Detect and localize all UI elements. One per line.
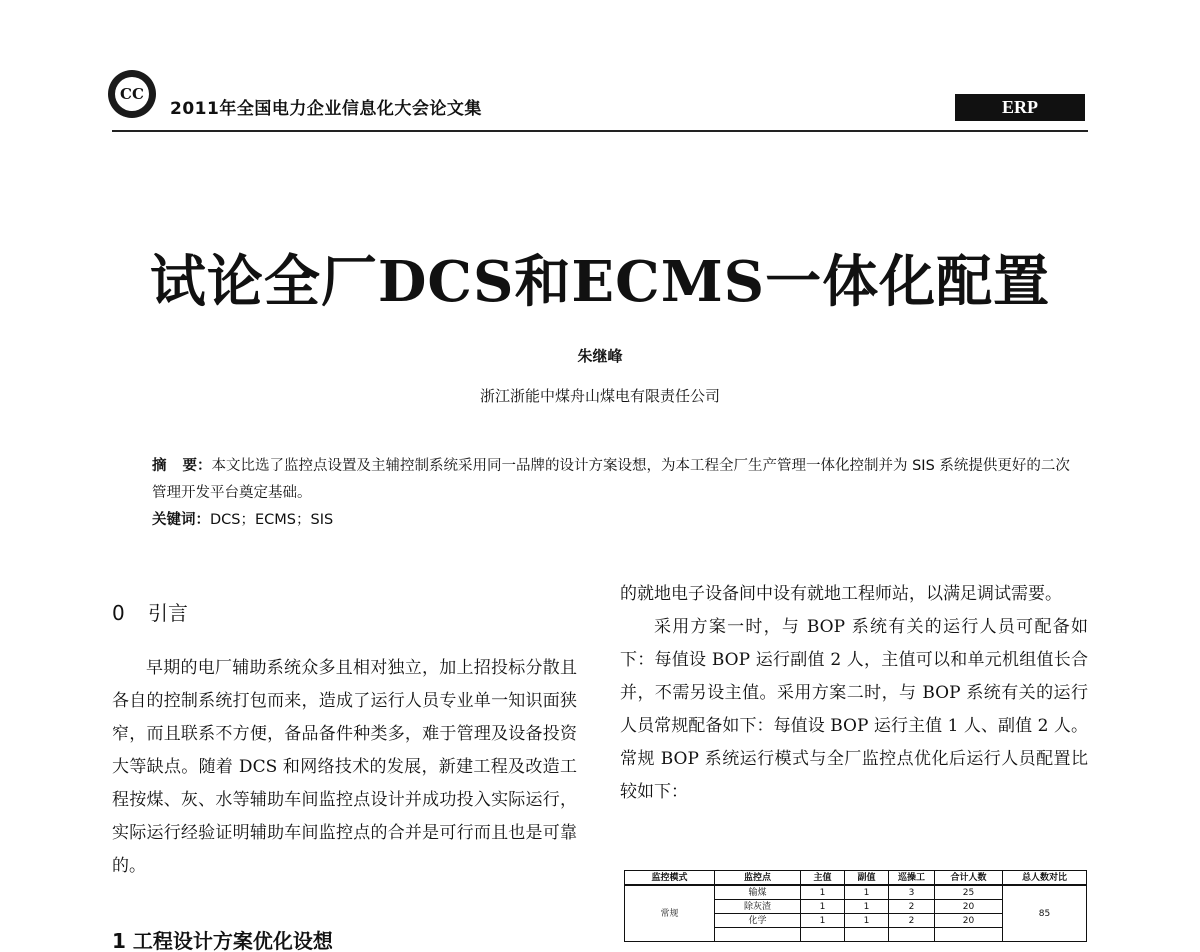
abstract-block [152, 453, 1084, 534]
table-mode-cell: 常规 [625, 885, 715, 942]
keywords-label: 关键词： [152, 512, 210, 528]
table-header-cell: 总人数对比 [1003, 871, 1087, 886]
table-cell: 1 [845, 885, 889, 900]
table-cell [801, 928, 845, 942]
section-0-title: 引言 [148, 601, 188, 625]
table-header-cell: 巡操工 [889, 871, 935, 886]
table-header-cell: 合计人数 [935, 871, 1003, 886]
table-cell: 1 [801, 914, 845, 928]
abstract-label-a: 摘 [152, 458, 167, 474]
table-cell: 1 [845, 900, 889, 914]
table-cell: 化学 [715, 914, 801, 928]
table-cell: 1 [801, 885, 845, 900]
article-affiliation: 浙江浙能中煤舟山煤电有限责任公司 [479, 387, 720, 405]
table-cell [935, 928, 1003, 942]
table-cell: 2 [889, 900, 935, 914]
article-author: 朱继峰 [577, 347, 623, 365]
table-cell: 20 [935, 914, 1003, 928]
table-header-row [625, 871, 1087, 886]
abstract-paragraph [152, 453, 1084, 507]
intro-paragraph: 早期的电厂辅助系统众多且相对独立，加上招投标分散且各自的控制系统打包而来，造成了运行人员专业单一知识面狭窄，而且联系不方便，备品备件种类多，难于管理及设备投资大等缺点。随着 DCS 和网络技术的发展，新建工程及改造工程按煤、灰、水等辅助车间监控点设计并成功投入实际运行，实际运行经验证明辅助车间监控点的合并是可行而且也是可靠的。 [112, 658, 577, 876]
right-column [620, 578, 1088, 809]
journal-logo [108, 70, 156, 118]
table-cell: 20 [935, 900, 1003, 914]
table-cell [715, 928, 801, 942]
table-cell: 2 [889, 914, 935, 928]
table-row [625, 885, 1087, 900]
logo-mark: CC [115, 77, 149, 111]
table-cell: 除灰渣 [715, 900, 801, 914]
header-rule [112, 130, 1088, 132]
table-cell: 3 [889, 885, 935, 900]
table-header-cell: 主值 [801, 871, 845, 886]
table-cell: 1 [845, 914, 889, 928]
keywords-line [152, 507, 1084, 534]
table-header-cell: 监控点 [715, 871, 801, 886]
section-1-heading: 1 工程设计方案优化设想 [112, 929, 333, 952]
abstract-label-b: 要： [182, 458, 212, 474]
keywords-text: DCS；ECMS；SIS [210, 512, 334, 528]
table-cell: 25 [935, 885, 1003, 900]
table-total-cell: 85 [1003, 885, 1087, 942]
table-cell [845, 928, 889, 942]
table-cell: 输煤 [715, 885, 801, 900]
table-header-cell: 副值 [845, 871, 889, 886]
table-cell: 1 [801, 900, 845, 914]
abstract-label [152, 458, 212, 474]
article-title: 试论全厂DCS和ECMS一体化配置 [149, 249, 1051, 315]
table-header-cell: 监控模式 [625, 871, 715, 886]
journal-title: 2011年全国电力企业信息化大会论文集 [170, 99, 482, 119]
section-tag: ERP [955, 94, 1085, 121]
left-column [112, 598, 577, 883]
abstract-text: 本文比选了监控点设置及主辅控制系统采用同一品牌的设计方案设想，为本工程全厂生产管理一体化控制并为 SIS 系统提供更好的二次管理开发平台奠定基础。 [152, 458, 1070, 501]
staffing-table [624, 870, 1087, 942]
section-0-number: 0 [112, 601, 125, 625]
section-0-heading [112, 598, 577, 628]
right-paragraph-2: 采用方案一时，与 BOP 系统有关的运行人员可配备如下：每值设 BOP 运行副值 2 人，主值可以和单元机组值长合并，不需另设主值。采用方案二时，与 BOP 系统有关的运行人员常规配备如下：每值设 BOP 运行主值 1 人、副值 2 人。常规 BOP 系统运行模式与全厂监控点优化后运行人员配置比较如下： [620, 617, 1088, 802]
right-paragraph-1: 的就地电子设备间中设有就地工程师站，以满足调试需要。 [620, 584, 1062, 604]
table-cell [889, 928, 935, 942]
